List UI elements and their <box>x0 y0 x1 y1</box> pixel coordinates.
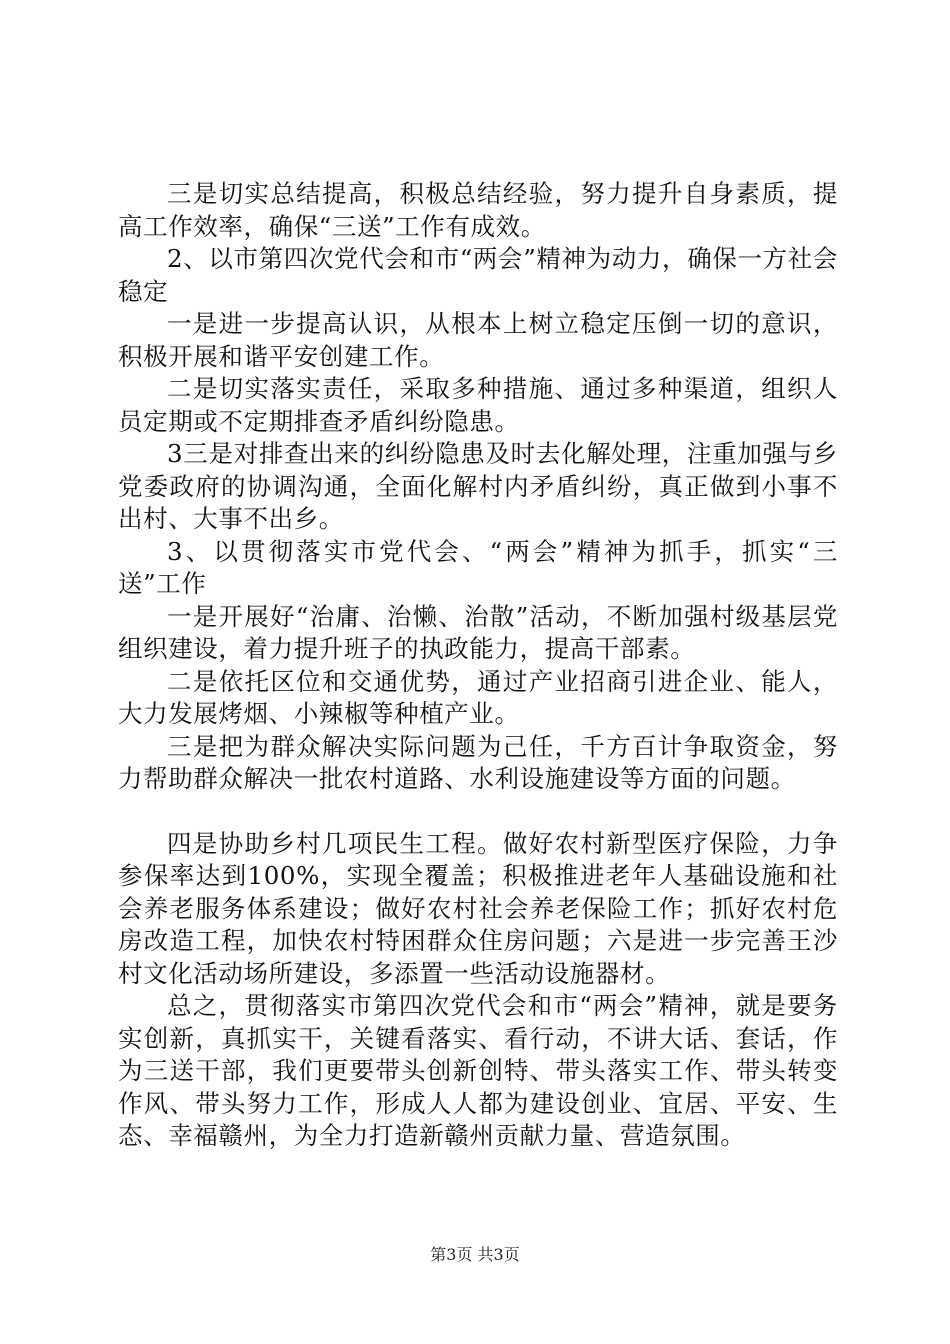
paragraph-solve-problems: 三是把为群众解决实际问题为己任，千方百计争取资金，努力帮助群众解决一批农村道路、水利设施建设等方面的问题。 <box>118 731 838 793</box>
heading-section-2: 2、以市第四次党代会和市“两会”精神为动力，确保一方社会稳定 <box>118 244 838 306</box>
paragraph-resolve-disputes: 3三是对排查出来的纠纷隐患及时去化解处理，注重加强与乡党委政府的协调沟通，全面化解村内矛盾纠纷，真正做到小事不出村、大事不出乡。 <box>118 439 838 533</box>
paragraph-conclusion: 总之，贯彻落实市第四次党代会和市“两会”精神，就是要务实创新，真抓实干，关键看落实、看行动，不讲大话、套话，作为三送干部，我们更要带头创新创特、带头落实工作、带头转变作风、带头努力工作，形成人人都为建设创业、宜居、平安、生态、幸福赣州，为全力打造新赣州贡献力量、营造氛围。 <box>118 991 838 1150</box>
paragraph-implement-responsibility: 二是切实落实责任，采取多种措施、通过多种渠道，组织人员定期或不定期排查矛盾纠纷隐患。 <box>118 374 838 436</box>
paragraph-industry-development: 二是依托区位和交通优势，通过产业招商引进企业、能人，大力发展烤烟、小辣椒等种植产业。 <box>118 666 838 728</box>
document-body <box>118 178 838 1153</box>
paragraph-livelihood-projects: 四是协助乡村几项民生工程。做好农村新型医疗保险，力争参保率达到100%，实现全覆盖；积极推进老年人基础设施和社会养老服务体系建设；做好农村社会养老保险工作；抓好农村危房改造工程，加快农村特困群众住房问题；六是进一步完善王沙村文化活动场所建设，多添置一些活动设施器材。 <box>118 828 838 988</box>
paragraph-raise-awareness: 一是进一步提高认识，从根本上树立稳定压倒一切的意识，积极开展和谐平安创建工作。 <box>118 309 838 371</box>
paragraph-party-building: 一是开展好“治庸、治懒、治散”活动，不断加强村级基层党组织建设，着力提升班子的执政能力，提高干部素。 <box>118 601 838 663</box>
heading-section-3: 3、以贯彻落实市党代会、“两会”精神为抓手，抓实“三送”工作 <box>118 536 838 598</box>
paragraph-gap <box>118 796 838 828</box>
page-footer: 第3页 共3页 <box>430 1245 520 1264</box>
paragraph-summary-improve: 三是切实总结提高，积极总结经验，努力提升自身素质，提高工作效率，确保“三送”工作有成效。 <box>118 179 838 241</box>
